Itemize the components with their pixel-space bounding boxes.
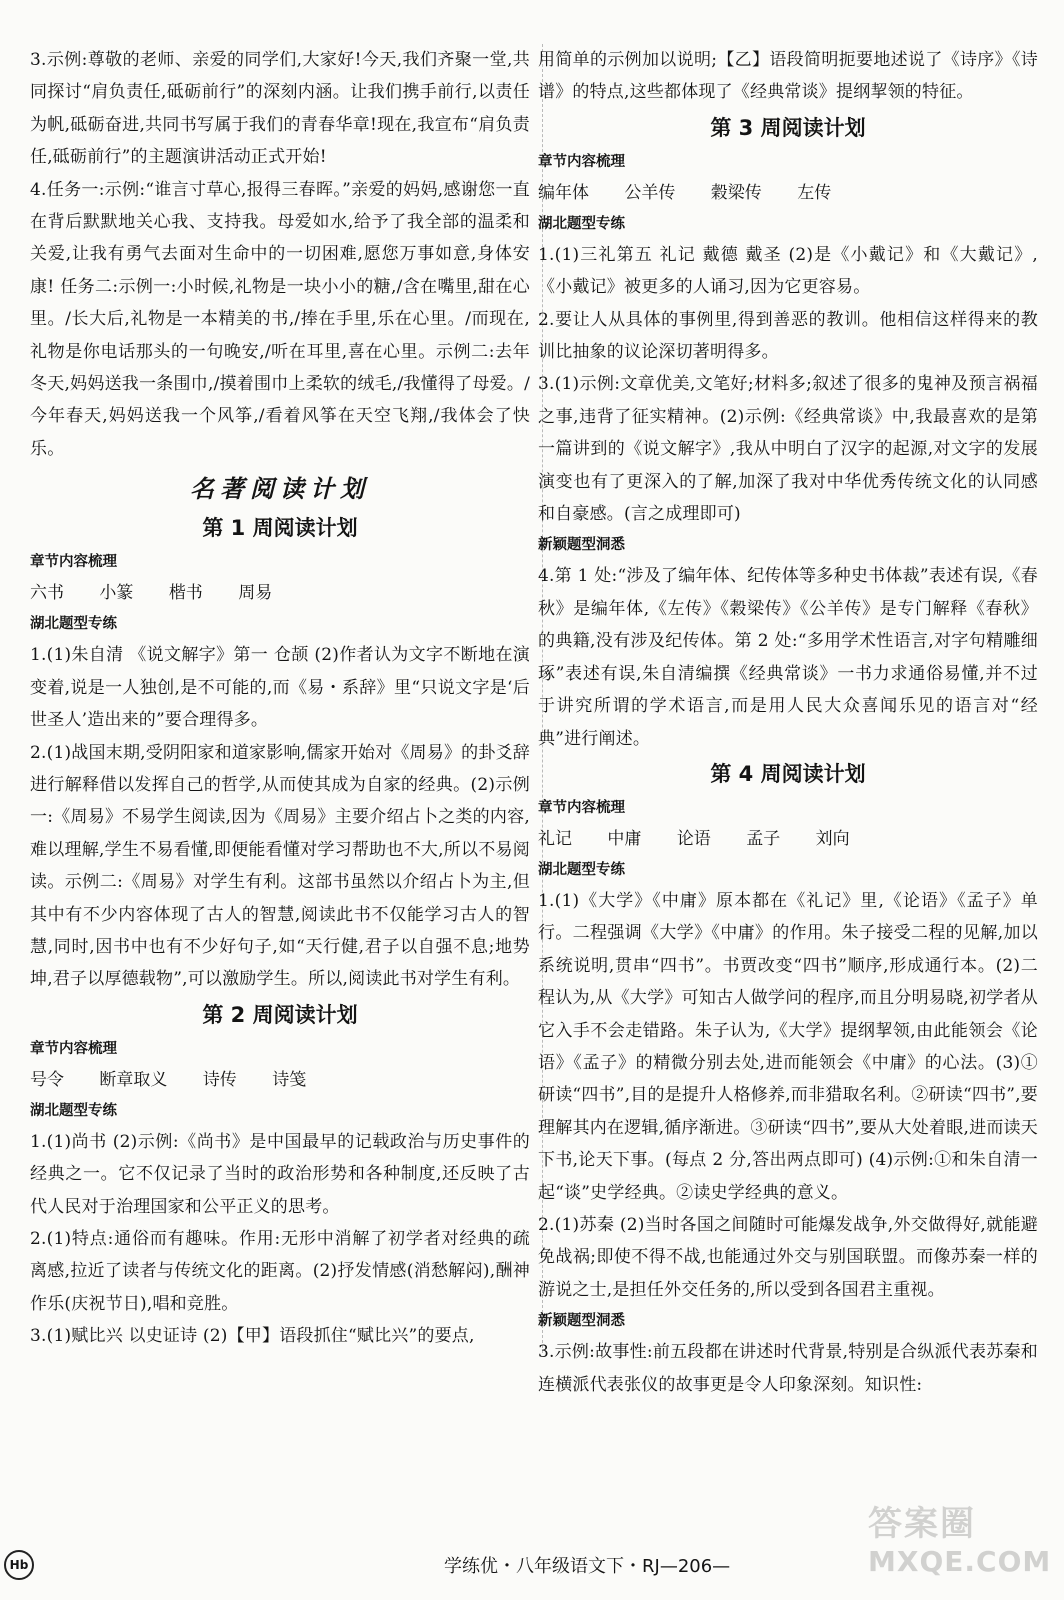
watermark-text: 答案圈 <box>868 1504 976 1544</box>
footer-page-info: 学练优・八年级语文下・RJ—206— <box>444 1556 731 1577</box>
week-1-keywords <box>30 577 530 609</box>
week-4-title: 第 4 周阅读计划 <box>710 761 866 786</box>
keyword: 刘向 <box>815 828 850 849</box>
week-2-subheading-outline: 章节内容梳理 <box>30 1040 117 1057</box>
week-3-answer-2: 2.要让人从具体的事例里,得到善恶的教训。他相信这样得来的教训比抽象的议论深切著明得多。 <box>538 309 1038 363</box>
keyword: 中庸 <box>607 828 642 849</box>
week-4-subheading-outline: 章节内容梳理 <box>538 799 625 816</box>
answer-4-tasks: 4.任务一:示例:“谁言寸草心,报得三春晖。”亲爱的妈妈,感谢您一直在背后默默地关心我、支持我。母爱如水,给予了我全部的温柔和关爱,让我有勇气去面对生命中的一切困难,愿您万事如意,身体安康! 任务二:示例一:小时候,礼物是一块小小的糖,/含在嘴里,甜在心里。/长大后,礼物是一本精美的书,/捧在手里,乐在心里。/而现在,礼物是你电话那头的一句晚安,/听在耳里,喜在心里。示例二:去年冬天,妈妈送我一条围巾,/摸着围巾上柔软的绒毛,/我懂得了母爱。/今年春天,妈妈送我一个风筝,/看着风筝在天空飞翔,/我体会了快乐。 <box>30 179 530 459</box>
week-3-keywords <box>538 177 1038 209</box>
page-footer <box>0 1548 1064 1584</box>
week-3-title: 第 3 周阅读计划 <box>710 115 866 140</box>
keyword: 诗传 <box>202 1069 237 1090</box>
week-1-answer-2: 2.(1)战国末期,受阴阳家和道家影响,儒家开始对《周易》的卦爻辞进行解释借以发挥自己的哲学,从而使其成为自家的经典。(2)示例一:《周易》不易学生阅读,因为《周易》主要介绍占卜之类的内容,难以理解,学生不易看懂,即便能看懂对学习帮助也不大,所以不易阅读。示例二:《周易》对学生有利。这部书虽然以介绍占卜为主,但其中有不少内容体现了古人的智慧,阅读此书不仅能学习古人的智慧,同时,因书中也有不少好句子,如“天行健,君子以自强不息;地势坤,君子以厚德载物”,可以激励学生。所以,阅读此书对学生有利。 <box>30 742 530 990</box>
keyword: 六书 <box>30 583 64 604</box>
week-2-answer-3-continued: 用简单的示例加以说明;【乙】语段简明扼要地述说了《诗序》《诗谱》的特点,这些都体现了《经典常谈》提纲挈领的特征。 <box>538 50 1038 103</box>
keyword: 楷书 <box>168 583 203 604</box>
week-2-answer-2: 2.(1)特点:通俗而有趣味。作用:无形中消解了初学者对经典的疏离感,拉近了读者与传统文化的距离。(2)抒发情感(消愁解闷),酬神作乐(庆祝节日),唱和竞胜。 <box>30 1228 530 1314</box>
week-1-subheading-outline: 章节内容梳理 <box>30 554 117 571</box>
week-3-subheading-practice: 湖北题型专练 <box>538 215 625 232</box>
week-4-answer-2: 2.(1)苏秦 (2)当时各国之间随时可能爆发战争,外交做得好,就能避免战祸;即使不得不战,也能通过外交与别国联盟。而像苏秦一样的游说之士,是担任外交任务的,所以受到各国君主重视。 <box>538 1214 1038 1300</box>
week-3-answer-3: 3.(1)示例:文章优美,文笔好;材料多;叙述了很多的鬼神及预言祸福之事,违背了征实精神。(2)示例:《经典常谈》中,我最喜欢的是第一篇讲到的《说文解字》,我从中明白了汉字的起源,对文字的发展演变也有了更深入的了解,加深了我对中华优秀传统文化的认同感和自豪感。(言之成理即可) <box>538 374 1038 525</box>
week-4-subheading-practice: 湖北题型专练 <box>538 861 625 878</box>
watermark-url: MXQE.COM <box>868 1545 1052 1578</box>
week-1-title: 第 1 周阅读计划 <box>202 516 358 541</box>
keyword: 号令 <box>30 1069 64 1090</box>
answer-3-speech: 3.示例:尊敬的老师、亲爱的同学们,大家好!今天,我们齐聚一堂,共同探讨“肩负责任,砥砺前行”的深刻内涵。让我们携手前行,以责任为帆,砥砺奋进,共同书写属于我们的青春华章!现在,我宣布“肩负责任,砥砺前行”的主题演讲活动正式开始! <box>30 50 530 168</box>
keyword: 编年体 <box>538 182 589 203</box>
week-4-answer-3: 3.示例:故事性:前五段都在讲述时代背景,特别是合纵派代表苏秦和连横派代表张仪的故事更是令人印象深刻。知识性: <box>538 1342 1038 1395</box>
week-2-subheading-practice: 湖北题型专练 <box>30 1102 117 1119</box>
keyword: 左传 <box>797 182 832 203</box>
keyword: 小篆 <box>99 583 134 604</box>
hb-badge: Hb <box>4 1550 34 1580</box>
keyword: 公羊传 <box>624 182 676 203</box>
week-3-subheading-new: 新颖题型洞悉 <box>538 537 625 554</box>
week-1-subheading-practice: 湖北题型专练 <box>30 616 117 633</box>
keyword: 论语 <box>676 828 711 849</box>
week-2-keywords <box>30 1064 530 1096</box>
keyword: 礼记 <box>538 828 572 849</box>
keyword: 诗笺 <box>272 1069 307 1090</box>
keyword: 孟子 <box>746 828 781 849</box>
week-2-title: 第 2 周阅读计划 <box>202 1002 358 1027</box>
week-1-answer-1: 1.(1)朱自清 《说文解字》第一 仓颉 (2)作者认为文字不断地在演变着,说是一人独创,是不可能的,而《易・系辞》里“只说文字是‘后世圣人’造出来的”要合理得多。 <box>30 645 530 731</box>
keyword: 穀梁传 <box>710 182 762 203</box>
week-3-answer-4: 4.第 1 处:“涉及了编年体、纪传体等多种史书体裁”表述有误,《春秋》是编年体,《左传》《穀梁传》《公羊传》是专门解释《春秋》的典籍,没有涉及纪传体。第 2 处:“多用学术性语言,对字句精雕细琢”表述有误,朱自清编撰《经典常谈》一书力求通俗易懂,并不过于讲究所谓的学术语言,而是用人民大众喜闻乐见的语言对“经典”进行阐述。 <box>538 566 1038 749</box>
week-4-keywords <box>538 823 1038 855</box>
section-title-classics: 名著阅读计划 <box>190 474 370 504</box>
keyword: 断章取义 <box>99 1069 168 1090</box>
week-4-subheading-new: 新颖题型洞悉 <box>538 1313 625 1330</box>
week-3-subheading-outline: 章节内容梳理 <box>538 153 625 170</box>
week-2-answer-1: 1.(1)尚书 (2)示例:《尚书》是中国最早的记载政治与历史事件的经典之一。它不仅记录了当时的政治形势和各种制度,还反映了古代人民对于治理国家和公平正义的思考。 <box>30 1131 530 1217</box>
week-3-answer-1: 1.(1)三礼第五 礼记 戴德 戴圣 (2)是《小戴记》和《大戴记》,《小戴记》被更多的人诵习,因为它更容易。 <box>538 244 1038 298</box>
right-column <box>538 44 1038 1401</box>
week-4-answer-1: 1.(1)《大学》《中庸》原本都在《礼记》里,《论语》《孟子》单行。二程强调《大学》《中庸》的作用。朱子接受二程的见解,加以系统说明,贯串“四书”。书贾改变“四书”顺序,形成通行本。(2)二程认为,从《大学》可知古人做学问的程序,而且分明易晓,初学者从它入手不会走错路。朱子认为,《大学》提纲挈领,由此能领会《论语》《孟子》的精微分别去处,进而能领会《中庸》的心法。(3)①研读“四书”,目的是提升人格修养,而非猎取名利。②研读“四书”,要理解其内在逻辑,循序渐进。③研读“四书”,要从大处着眼,进而读天下书,论天下事。(每点 2 分,答出两点即可) (4)示例:①和朱自清一起“谈”史学经典。②读史学经典的意义。 <box>538 890 1038 1203</box>
left-column <box>30 44 543 1353</box>
keyword: 周易 <box>238 583 273 604</box>
week-2-answer-3: 3.(1)赋比兴 以史证诗 (2)【甲】语段抓住“赋比兴”的要点, <box>30 1326 475 1347</box>
